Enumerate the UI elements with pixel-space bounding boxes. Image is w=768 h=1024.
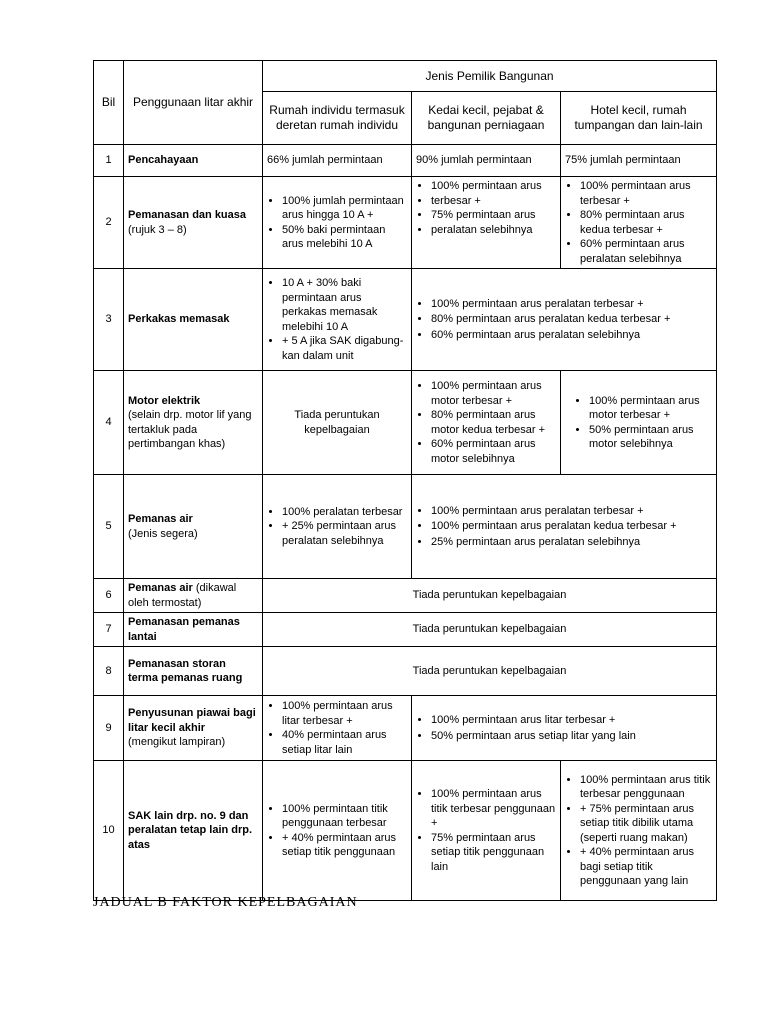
list-item: • 100% permintaan arus motor terbesar +	[589, 394, 712, 423]
list-item: • + 75% permintaan arus setiap titik dibilik utama (seperti ruang makan)	[580, 802, 712, 846]
row-number: 1	[94, 145, 124, 177]
list-item: • 60% permintaan arus peralatan selebihnya	[580, 237, 712, 266]
row-label-title: Pemanas air	[128, 513, 193, 525]
row-label-title: Pemanasan pemanas lantai	[128, 616, 240, 643]
row-label-title: SAK lain drp. no. 9 dan peralatan tetap lain drp. atas	[128, 809, 253, 851]
row-label-sub: (dikawal oleh termostat)	[128, 582, 237, 609]
row-number: 5	[94, 475, 124, 579]
cell-rumah: Tiada peruntukan kepelbagaian	[263, 371, 412, 475]
cell-kedai-hotel	[412, 696, 717, 761]
list-item: • 60% permintaan arus peralatan selebihnya	[431, 328, 712, 343]
row-label-sub: (rujuk 3 – 8)	[128, 223, 187, 236]
row-label-title: Pemanasan storan terma pemanas ruang	[128, 657, 243, 684]
table-row	[94, 696, 717, 761]
row-label-title: Pemanas air	[128, 582, 193, 594]
cell-rumah	[263, 761, 412, 901]
table-row	[94, 145, 717, 177]
list-item: • 100% permintaan arus motor terbesar +	[431, 379, 556, 408]
list-item: • 50% baki permintaan arus melebihi 10 A	[282, 223, 407, 252]
list-item: • 50% permintaan arus motor selebihnya	[589, 423, 712, 452]
list-item: • + 5 A jika SAK digabung- kan dalam unit	[282, 334, 407, 363]
row-label-title: Motor elektrik	[128, 394, 201, 407]
list-item: • 80% permintaan arus kedua terbesar +	[580, 208, 712, 237]
cell-rumah	[263, 177, 412, 269]
table-row	[94, 613, 717, 647]
list-item: • 100% permintaan titik penggunaan terbesar	[282, 802, 407, 831]
table-row	[94, 177, 717, 269]
header-bil: Bil	[94, 61, 124, 145]
row-label-title: Pemanasan dan kuasa	[128, 209, 247, 221]
row-number: 2	[94, 177, 124, 269]
cell-rumah	[263, 269, 412, 371]
row-number: 8	[94, 647, 124, 696]
list-item: • 100% permintaan arus litar terbesar +	[431, 713, 712, 728]
list-item: • 100% peralatan terbesar	[282, 505, 407, 520]
row-label	[124, 269, 263, 371]
list-item: • 80% permintaan arus motor kedua terbesar +	[431, 408, 556, 437]
row-number: 9	[94, 696, 124, 761]
header-penggunaan: Penggunaan litar akhir	[124, 61, 263, 145]
row-label	[124, 613, 263, 647]
row-label-title: Pencahayaan	[128, 154, 199, 167]
cell-all: Tiada peruntukan kepelbagaian	[263, 647, 717, 696]
row-label	[124, 371, 263, 475]
row-label	[124, 647, 263, 696]
list-item: • 100% permintaan arus titik terbesar penggunaan +	[431, 787, 556, 831]
list-item: • + 40% permintaan arus setiap titik penggunaan	[282, 831, 407, 860]
table-row	[94, 269, 717, 371]
list-item: • 75% permintaan arus setiap titik penggunaan lain	[431, 831, 556, 875]
cell-kedai	[412, 371, 561, 475]
row-number: 3	[94, 269, 124, 371]
row-label	[124, 475, 263, 579]
row-number: 6	[94, 579, 124, 613]
table-caption: JADUAL B FAKTOR KEPELBAGAIAN	[93, 895, 358, 910]
cell-kedai	[412, 761, 561, 901]
list-item: • 100% jumlah permintaan arus hingga 10 A +	[282, 194, 407, 223]
list-item: • 100% permintaan arus peralatan kedua terbesar +	[431, 519, 712, 534]
cell-kedai-hotel	[412, 475, 717, 579]
row-label-title: Penyusunan piawai bagi litar kecil akhir	[128, 707, 256, 734]
list-item: • 100% permintaan arus peralatan terbesar +	[431, 504, 712, 519]
list-item: • 25% permintaan arus peralatan selebihnya	[431, 535, 712, 550]
cell-rumah: 66% jumlah permintaan	[263, 145, 412, 177]
list-item: • 60% permintaan arus motor selebihnya	[431, 437, 556, 466]
row-label	[124, 145, 263, 177]
list-item: • 40% permintaan arus setiap litar lain	[282, 728, 407, 757]
row-label	[124, 579, 263, 613]
header-kedai: Kedai kecil, pejabat & bangunan perniagaan	[412, 92, 561, 145]
table-row	[94, 579, 717, 613]
cell-hotel	[561, 371, 717, 475]
row-label-title: Perkakas memasak	[128, 313, 230, 326]
list-item: • 100% permintaan arus	[431, 179, 556, 194]
list-item: • 100% permintaan arus litar terbesar +	[282, 699, 407, 728]
list-item: • terbesar +	[431, 194, 556, 209]
row-label	[124, 696, 263, 761]
cell-all: Tiada peruntukan kepelbagaian	[263, 613, 717, 647]
row-label	[124, 761, 263, 901]
cell-all: Tiada peruntukan kepelbagaian	[263, 579, 717, 613]
row-label	[124, 177, 263, 269]
cell-hotel	[561, 761, 717, 901]
row-number: 4	[94, 371, 124, 475]
table-row	[94, 475, 717, 579]
row-label-sub: (mengikut lampiran)	[128, 736, 226, 749]
list-item: • 75% permintaan arus	[431, 208, 556, 223]
cell-rumah	[263, 696, 412, 761]
table-header-row	[94, 61, 717, 92]
diversity-factor-table	[93, 60, 717, 901]
list-item: • 100% permintaan arus titik terbesar penggunaan	[580, 773, 712, 802]
list-item: • 100% permintaan arus terbesar +	[580, 179, 712, 208]
cell-hotel	[561, 177, 717, 269]
cell-kedai	[412, 177, 561, 269]
cell-kedai: 90% jumlah permintaan	[412, 145, 561, 177]
list-item: • 80% permintaan arus peralatan kedua terbesar +	[431, 312, 712, 327]
row-number: 10	[94, 761, 124, 901]
table-row	[94, 647, 717, 696]
list-item: • + 25% permintaan arus peralatan selebihnya	[282, 519, 407, 548]
header-hotel: Hotel kecil, rumah tumpangan dan lain-lain	[561, 92, 717, 145]
row-number: 7	[94, 613, 124, 647]
header-jenis-pemilik: Jenis Pemilik Bangunan	[263, 61, 717, 92]
list-item: • 10 A + 30% baki permintaan arus perkakas memasak melebihi 10 A	[282, 276, 407, 334]
list-item: • 100% permintaan arus peralatan terbesar +	[431, 297, 712, 312]
cell-kedai-hotel	[412, 269, 717, 371]
table-row	[94, 761, 717, 901]
row-label-sub: (Jenis segera)	[128, 527, 198, 540]
list-item: • 50% permintaan arus setiap litar yang lain	[431, 729, 712, 744]
cell-hotel: 75% jumlah permintaan	[561, 145, 717, 177]
table-row	[94, 371, 717, 475]
list-item: • + 40% permintaan arus bagi setiap titik penggunaan yang lain	[580, 845, 712, 889]
cell-rumah	[263, 475, 412, 579]
list-item: • peralatan selebihnya	[431, 223, 556, 238]
header-rumah: Rumah individu termasuk deretan rumah individu	[263, 92, 412, 145]
row-label-sub: (selain drp. motor lif yang tertakluk pada pertimbangan khas)	[128, 409, 252, 450]
